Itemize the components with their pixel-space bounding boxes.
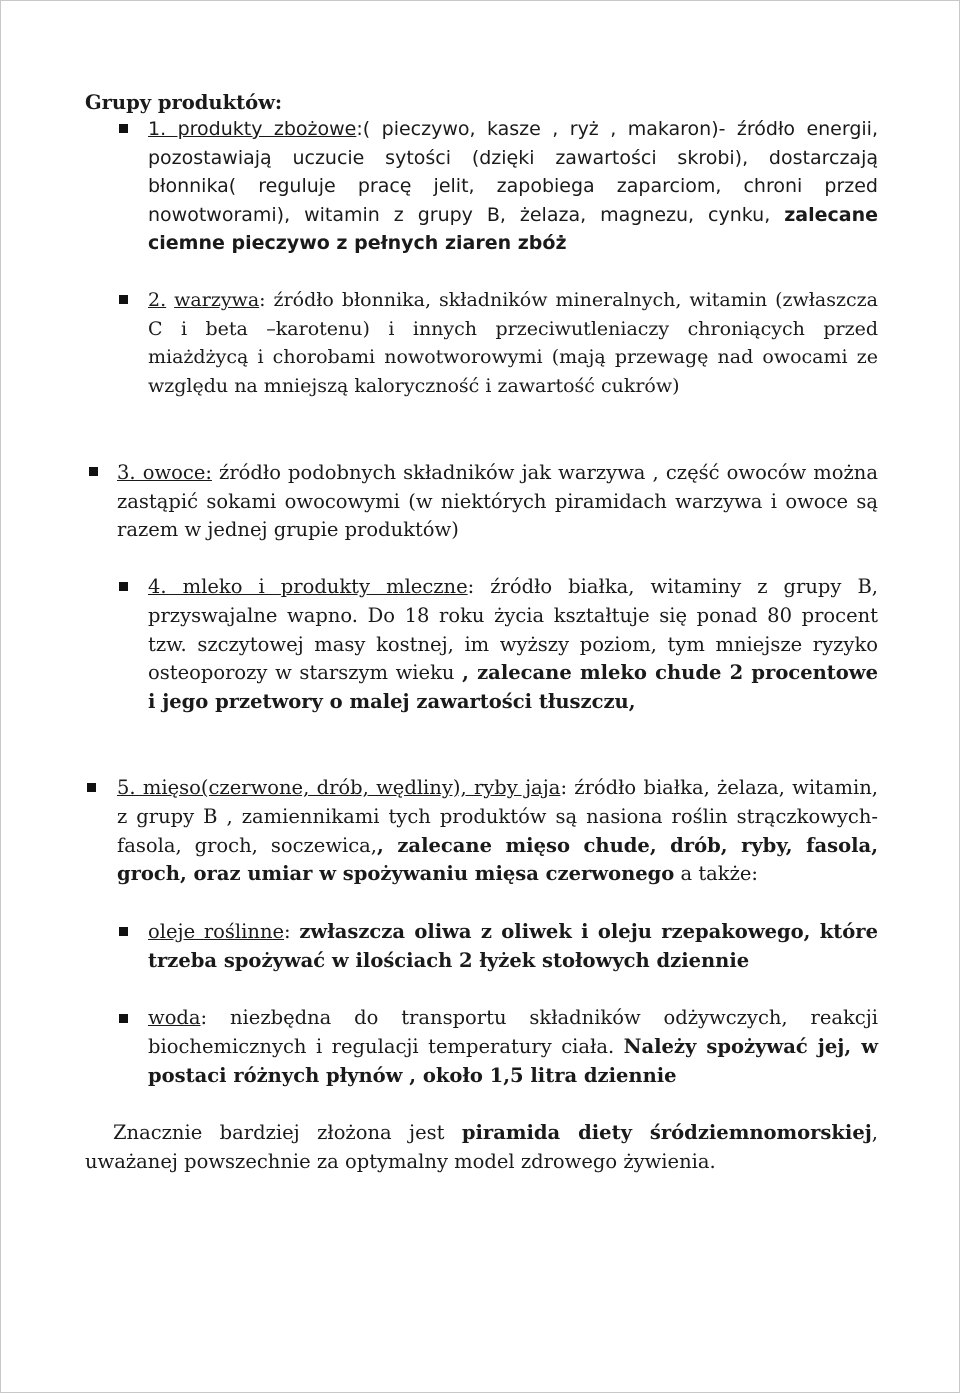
item-label: 4. mleko i produkty mleczne [148, 575, 468, 598]
list-item-water [148, 1004, 878, 1090]
bullet-square-icon [87, 783, 96, 792]
list-item-dairy [148, 573, 878, 717]
item-text: : niezbędna do transportu składników odżywczych, reakcji biochemicznych i regulacji temperatury ciała. [148, 1006, 878, 1058]
list-item-fruits [117, 459, 878, 545]
item-text: : źródło błonnika, składników mineralnych, witamin (zwłaszcza C i beta –karotenu) i innych przeciwutleniaczy chroniących przed miażdżycą i chorobami nowotworowymi (mają przewagę nad owocami ze względu na mniejszą kaloryczność i zawartość cukrów) [148, 289, 878, 397]
item-colon: : [356, 118, 363, 140]
closing-text-pre: Znacznie bardziej złożona jest [113, 1121, 462, 1144]
closing-text-post: , uważanej powszechnie za optymalny model zdrowego żywienia. [85, 1121, 878, 1173]
bullet-square-icon [89, 467, 98, 476]
bullet-square-icon [119, 582, 128, 591]
item-recommendation: , zalecane mięso chude, drób, ryby, fasola, groch, oraz umiar w spożywaniu mięsa czerwonego [117, 833, 878, 886]
item-text: : źródło białka, witaminy z grupy B, przyswajalne wapno. Do 18 roku życia kształtuje się ponad 80 procent tzw. szczytowej masy kostnej, im wyższy poziom, tym mniejsze ryzyko osteoporozy w starszym wieku [148, 575, 878, 685]
closing-highlight: piramida diety śródziemnomorskiej [461, 1121, 872, 1144]
item-text: : [284, 920, 300, 943]
item-tail: a także: [674, 862, 758, 886]
item-recommendation: zwłaszcza oliwa z oliwek i oleju rzepakowego, które trzeba spożywać w ilościach 2 łyżek stołowych dziennie [148, 920, 878, 972]
item-label: woda [148, 1006, 201, 1029]
item-label: 1. produkty zbożowe [148, 118, 357, 140]
closing-paragraph [85, 1119, 878, 1177]
bullet-square-icon [119, 1014, 128, 1023]
list-item-oils [148, 918, 878, 976]
bullet-square-icon [119, 927, 128, 936]
item-label: 5. mięso(czerwone, drób, wędliny), ryby jaja [117, 776, 561, 799]
bullet-square-icon [119, 124, 128, 133]
list-item-grains [148, 115, 878, 258]
item-number: 2. [148, 289, 167, 311]
item-text: : źródło białka, żelaza, witamin, z grupy B , zamiennikami tych produktów są nasiona roślin strączkowych- fasola, groch, soczewica, [117, 776, 878, 857]
list-item-meat [117, 774, 878, 889]
list-item-vegetables [148, 286, 878, 400]
bullet-square-icon [119, 295, 128, 304]
item-label: oleje roślinne [148, 920, 285, 943]
item-label: warzywa [174, 289, 260, 311]
item-label: 3. owoce: [117, 461, 212, 484]
item-text: ( pieczywo, kasze , ryż , makaron)- źródło energii, pozostawiają uczucie sytości (dzięki zawartości skrobi), dostarczają błonnika( reguluje pracę jelit, zapobiega zaparciom, chroni przed nowotworami), witamin z grupy B, żelaza, magnezu, cynku, [148, 118, 878, 226]
item-recommendation: zalecane ciemne pieczywo z pełnych ziaren zbóż [148, 203, 878, 255]
item-recommendation: Należy spożywać jej, w postaci różnych płynów , około 1,5 litra dziennie [148, 1034, 878, 1087]
item-recommendation: , zalecane mleko chude 2 procentowe i jego przetwory o malej zawartości tłuszczu, [148, 661, 879, 714]
section-heading: Grupy produktów: [85, 91, 283, 114]
item-text: źródło podobnych składników jak warzywa , część owoców można zastąpić sokami owocowymi (w niektórych piramidach warzywa i owoce są razem w jednej grupie produktów) [117, 461, 878, 542]
